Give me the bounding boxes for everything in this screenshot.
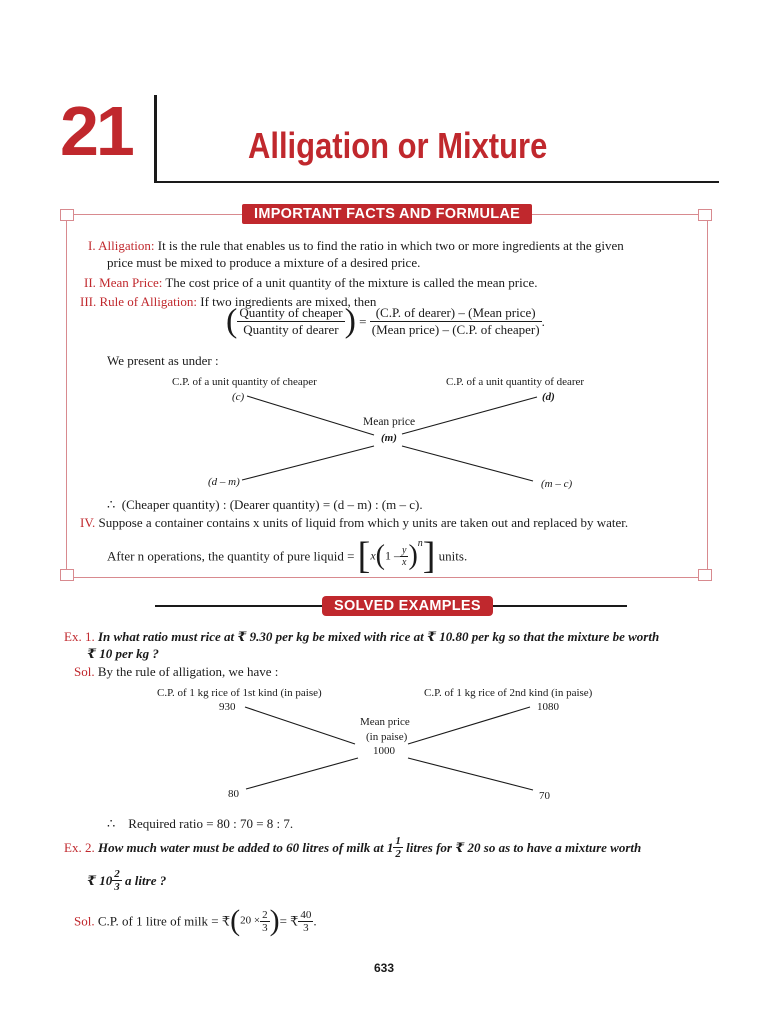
diag2-mean-val: 1000: [373, 745, 395, 757]
ex2-sol-eq: = ₹: [279, 913, 299, 929]
ex2-label: Ex. 2.: [64, 840, 95, 855]
ex2-sol-pre: C.P. of 1 litre of milk = ₹: [97, 913, 231, 929]
diag2-mean-2: (in paise): [366, 731, 408, 743]
diag1-right-top: C.P. of a unit quantity of dearer: [446, 376, 585, 388]
after-n: n: [417, 537, 423, 549]
diag2-line-tl: [245, 707, 355, 744]
therefore-symbol: ∴: [107, 497, 116, 512]
diag2-right-top: C.P. of 1 kg rice of 2nd kind (in paise): [424, 687, 593, 699]
rule-end: .: [541, 314, 545, 329]
term-rule: Rule of Alligation:: [99, 294, 197, 309]
term-mean-price: Mean Price:: [99, 275, 163, 290]
diag1-left-var: (c): [232, 391, 245, 403]
diag1-mean-var: (m): [381, 432, 397, 444]
solved-banner: SOLVED EXAMPLES: [322, 596, 493, 616]
after-y: y: [401, 544, 407, 556]
ex2-rupee: ₹: [87, 873, 97, 888]
rule-rhs-num: (C.P. of dearer) – (Mean price): [370, 305, 542, 322]
after-xd: x: [401, 556, 407, 568]
rule-text: If two ingredients are mixed, then: [200, 294, 377, 309]
diag1-line-bl: [242, 446, 374, 480]
ex1-text-2: ₹ 10 per kg ?: [87, 646, 159, 661]
diag2-left-top: C.P. of 1 kg rice of 1st kind (in paise): [157, 687, 322, 699]
diag1-right-var: (d): [542, 391, 555, 403]
rule-lhs-den: Quantity of dearer: [243, 322, 339, 337]
ex2-mix-num: 1: [395, 835, 401, 847]
chapter-title: Alligation or Mixture: [248, 125, 548, 166]
diag2-mean-1: Mean price: [360, 716, 410, 728]
ex1-text-1: In what ratio must rice at ₹ 9.30 per kg be mixed with rice at ₹ 10.80 per kg so that the mixture be worth: [97, 629, 660, 644]
roman-4: IV.: [80, 515, 96, 530]
after-formula: After n operations, the quantity of pure liquid = [x(1 – $\frac{y}{x}$ )$^n$] units.: [107, 535, 468, 577]
ex2-r-den: 3: [303, 921, 309, 934]
present-text: We present as under :: [107, 353, 219, 368]
ex2-r-num: 40: [300, 908, 312, 921]
ex2-mix-whole: 1: [386, 840, 394, 855]
ex2-text-pre: How much water must be added to 60 litres of milk at: [97, 840, 384, 855]
diag1-mean: Mean price: [363, 416, 416, 428]
after-one: 1 –: [384, 548, 400, 563]
after-x: x: [370, 548, 376, 563]
rule-rhs-den: (Mean price) – (C.P. of cheaper): [371, 322, 540, 337]
diag2-line-tr: [408, 707, 530, 744]
roman-3: III.: [80, 294, 97, 309]
diag1-line-tr: [402, 397, 537, 434]
ex2-sol-label: Sol.: [74, 913, 95, 929]
diag2-left-val: 930: [219, 701, 236, 713]
ex2-mix-den: 2: [395, 848, 401, 860]
diag2-left-bottom: 80: [228, 788, 239, 800]
ex2-q2-den: 3: [114, 881, 120, 893]
roman-2: II.: [84, 275, 96, 290]
ex1-sol-text: By the rule of alligation, we have :: [97, 664, 279, 679]
item4-text: Suppose a container contains x units of liquid from which y units are taken out and replaced by water.: [98, 515, 629, 530]
ex2-sol-mid: 20 ×: [240, 914, 261, 927]
page-number: 633: [374, 961, 395, 975]
rule-lhs-num: Quantity of cheaper: [239, 305, 343, 320]
term-alligation: Alligation:: [98, 238, 155, 253]
diag2-line-bl: [246, 758, 358, 789]
ex1-answer: Required ratio = 80 : 70 = 8 : 7.: [128, 816, 294, 831]
after-prefix: After n operations, the quantity of pure liquid =: [107, 548, 355, 564]
after-suffix: units.: [438, 548, 468, 564]
chapter-number: 21: [60, 92, 132, 170]
ex2-q2-whole: 10: [99, 873, 113, 888]
ex2-solution: Sol. C.P. of 1 litre of milk = ₹(20 × $\frac{2}{3}$ )= ₹ $\frac{40}{3}$ .: [74, 904, 317, 937]
alligation-text-2: price must be mixed to produce a mixture of a desired price.: [107, 255, 421, 270]
diag1-right-bottom: (m – c): [541, 478, 573, 490]
diag1-left-bottom: (d – m): [208, 476, 240, 488]
ex1-label: Ex. 1.: [64, 629, 95, 644]
rule-eq: =: [359, 314, 367, 329]
rule-formula: ( $\frac{\text{Quantity of cheaper}}{\text{Quantity of dearer}}$ ) = $\frac{\text{(C.P. of dearer) – (Mean price)}}{\text{(Mean price) – (C.P. of cheaper)}}$ .: [226, 302, 545, 340]
diag2-right-val: 1080: [537, 701, 559, 713]
roman-1: I.: [88, 238, 96, 253]
ex2-q2-post: a litre ?: [125, 873, 167, 888]
ex2-f-den: 3: [262, 921, 268, 934]
diag1-line-br: [402, 446, 533, 481]
diag2-line-br: [408, 758, 533, 790]
ex2-q2-num: 2: [114, 868, 120, 880]
ex2-sol-end: .: [313, 913, 317, 929]
ex1-sol-label: Sol.: [74, 664, 95, 679]
diag1-line-tl: [247, 396, 374, 435]
ex1-therefore: ∴: [107, 816, 116, 831]
alligation-text-1: It is the rule that enables us to find the ratio in which two or more ingredients at the given: [157, 238, 624, 253]
diag1-left-top: C.P. of a unit quantity of cheaper: [172, 376, 317, 388]
facts-banner: IMPORTANT FACTS AND FORMULAE: [242, 204, 532, 224]
ex2-f-num: 2: [262, 908, 268, 921]
diag2-right-bottom: 70: [539, 790, 550, 802]
ex2-text-post: litres for ₹ 20 so as to have a mixture worth: [406, 840, 642, 855]
mean-price-text: The cost price of a unit quantity of the mixture is called the mean price.: [165, 275, 538, 290]
ratio-text: (Cheaper quantity) : (Dearer quantity) = (d – m) : (m – c).: [121, 497, 423, 512]
